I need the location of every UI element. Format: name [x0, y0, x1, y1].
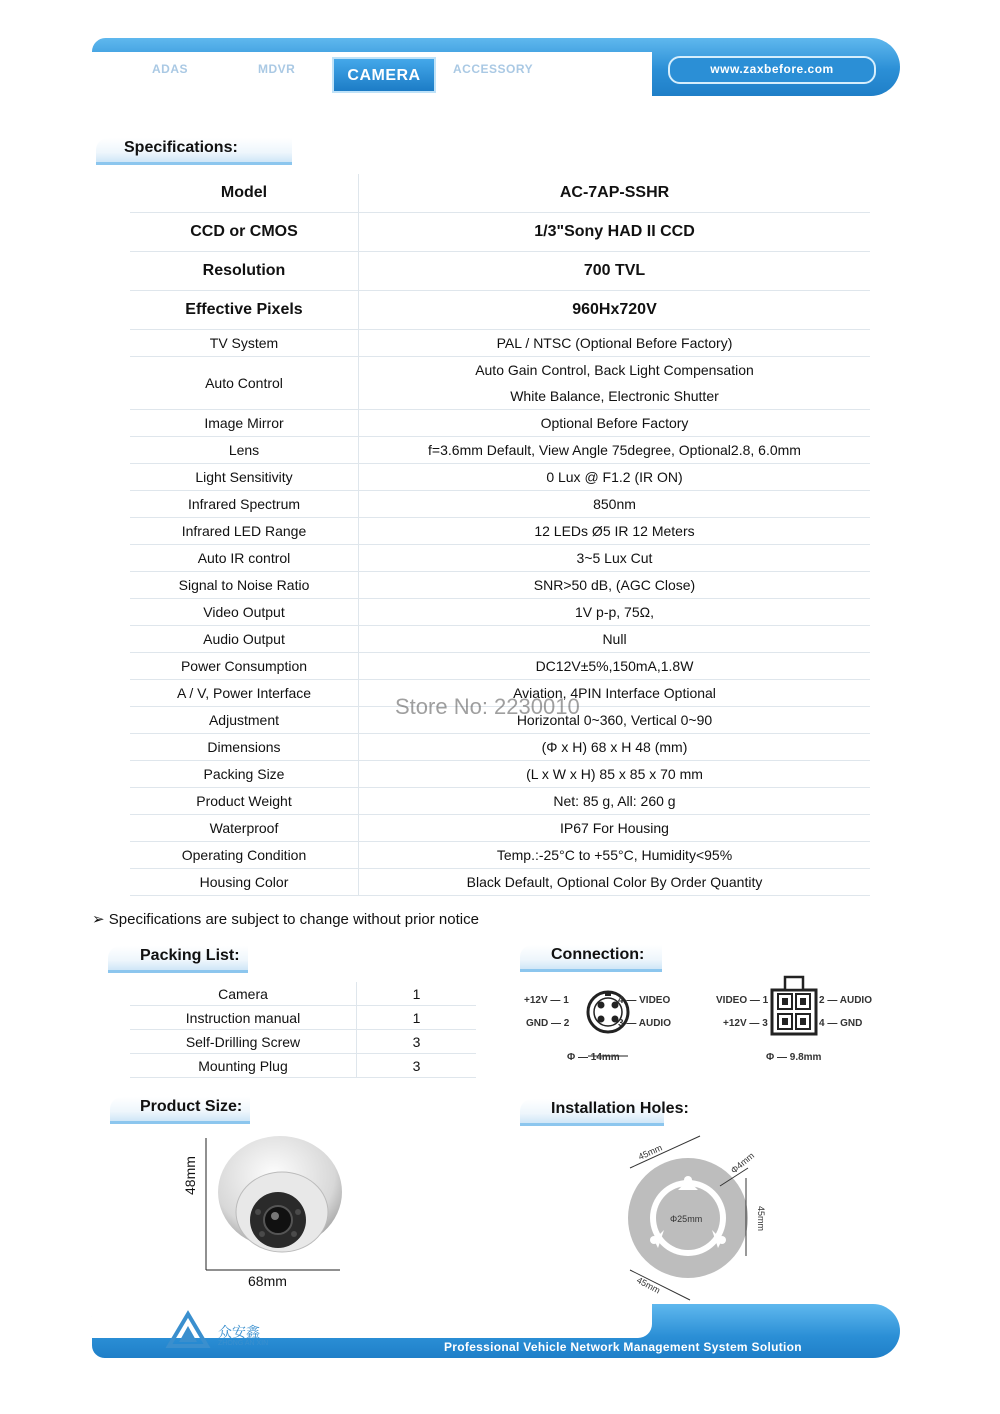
arrow-bullet-icon: ➢ [92, 911, 105, 928]
spec-value: Horizontal 0~360, Vertical 0~90 [516, 712, 713, 728]
spec-note [92, 910, 479, 928]
spec-label: Packing Size [130, 761, 359, 788]
spec-label: Dimensions [130, 734, 359, 761]
spec-value: 1/3"Sony HAD II CCD [534, 223, 695, 240]
spec-label: Video Output [130, 599, 359, 626]
spec-value: 700 TVL [583, 262, 646, 279]
spec-value-cell [359, 291, 871, 330]
spec-row [130, 761, 870, 788]
spec-value-cell [359, 330, 871, 357]
packing-item: Camera [130, 982, 357, 1006]
height-dimension-label: 48mm [182, 1156, 198, 1195]
spec-value: AC-7AP-SSHR [559, 184, 670, 201]
square-pin3-label: +12V — 3 [723, 1018, 768, 1029]
square-diameter-label: Φ — 9.8mm [766, 1052, 822, 1063]
spec-value: 850nm [593, 496, 636, 512]
packing-qty: 1 [357, 1006, 477, 1030]
spec-row [130, 464, 870, 491]
spec-note-text: Specifications are subject to change without prior notice [108, 911, 479, 928]
spec-row [130, 599, 870, 626]
spec-label: Product Weight [130, 788, 359, 815]
round-diameter-label: Φ — 14mm [567, 1052, 620, 1063]
hole-bottom-dimension: 45mm [635, 1274, 662, 1296]
spec-label: Infrared LED Range [130, 518, 359, 545]
hole-top-dimension: 45mm [636, 1142, 664, 1162]
square-pin1-label: VIDEO — 1 [716, 995, 769, 1006]
section-title-connection: Connection: [551, 946, 645, 963]
spec-value: Null [602, 631, 627, 647]
spec-label: Operating Condition [130, 842, 359, 869]
round-pin1-label: +12V — 1 [524, 995, 569, 1006]
spec-value: Optional Before Factory [540, 415, 689, 431]
spec-row [130, 174, 870, 213]
spec-value-cell [359, 626, 871, 653]
spec-value-cell [359, 252, 871, 291]
camera-dimension-drawing [200, 1130, 360, 1280]
company-logo-icon [165, 1310, 211, 1350]
spec-value-cell [359, 788, 871, 815]
round-pin3-label: 3 — AUDIO [618, 1018, 671, 1029]
section-title-product-size: Product Size: [140, 1098, 243, 1115]
website-link[interactable]: www.zaxbefore.com [668, 56, 876, 84]
spec-value-cell [359, 869, 871, 896]
spec-value: DC12V±5%,150mA,1.8W [535, 658, 694, 674]
spec-value: f=3.6mm Default, View Angle 75degree, Optional2.8, 6.0mm [428, 442, 801, 458]
spec-value-cell [359, 464, 871, 491]
square-pin4-label: 4 — GND [819, 1018, 863, 1029]
spec-label: Lens [130, 437, 359, 464]
company-name: 众安鑫 [218, 1324, 260, 1340]
packing-row [130, 982, 476, 1006]
spec-label: Power Consumption [130, 653, 359, 680]
packing-item: Mounting Plug [130, 1054, 357, 1078]
spec-row [130, 437, 870, 464]
spec-value: Net: 85 g, All: 260 g [553, 793, 676, 809]
spec-label: Light Sensitivity [130, 464, 359, 491]
spec-label: Effective Pixels [130, 291, 359, 330]
spec-value-cell [359, 437, 871, 464]
spec-value: (Φ x H) 68 x H 48 (mm) [541, 739, 688, 755]
packing-qty: 3 [357, 1030, 477, 1054]
packing-item: Self-Drilling Screw [130, 1030, 357, 1054]
spec-value: 3~5 Lux Cut [576, 550, 653, 566]
nav-camera[interactable]: CAMERA [332, 57, 436, 93]
spec-label: Auto Control [130, 357, 359, 410]
spec-value: 0 Lux @ F1.2 (IR ON) [546, 469, 683, 485]
spec-label: Image Mirror [130, 410, 359, 437]
spec-label: Infrared Spectrum [130, 491, 359, 518]
section-title-installation-holes: Installation Holes: [551, 1100, 689, 1117]
spec-row [130, 491, 870, 518]
spec-value: 12 LEDs Ø5 IR 12 Meters [534, 523, 695, 539]
spec-label: Audio Output [130, 626, 359, 653]
spec-row [130, 734, 870, 761]
spec-row [130, 518, 870, 545]
spec-value: 960Hx720V [572, 301, 657, 318]
spec-value: PAL / NTSC (Optional Before Factory) [496, 335, 733, 351]
spec-value: Temp.:-25°C to +55°C, Humidity<95% [496, 847, 733, 863]
packing-qty: 3 [357, 1054, 477, 1078]
packing-item: Instruction manual [130, 1006, 357, 1030]
spec-value: 1V p-p, 75Ω, [575, 604, 654, 620]
spec-label: Signal to Noise Ratio [130, 572, 359, 599]
spec-label: CCD or CMOS [130, 213, 359, 252]
store-watermark: Store No: 2230010 [395, 694, 580, 719]
spec-value-cell [359, 734, 871, 761]
spec-row [130, 572, 870, 599]
spec-row [130, 410, 870, 437]
spec-row [130, 788, 870, 815]
packing-row [130, 1030, 476, 1054]
spec-value-cell [359, 653, 871, 680]
round-pin4-label: 4 — VIDEO [618, 995, 671, 1006]
packing-row [130, 1006, 476, 1030]
spec-table [130, 174, 870, 896]
spec-value-cell [359, 410, 871, 437]
packing-row [130, 1054, 476, 1078]
spec-row [130, 291, 870, 330]
nav-mdvr[interactable]: MDVR [258, 62, 296, 76]
spec-row [130, 653, 870, 680]
spec-value-line2: White Balance, Electronic Shutter [510, 388, 719, 404]
hole-diameter-label: Φ4mm [728, 1150, 757, 1176]
spec-label: Auto IR control [130, 545, 359, 572]
spec-label: Resolution [130, 252, 359, 291]
spec-label: A / V, Power Interface [130, 680, 359, 707]
width-dimension-label: 68mm [248, 1273, 287, 1289]
spec-label: Housing Color [130, 869, 359, 896]
connection-diagram [512, 975, 882, 1070]
spec-value-cell [359, 213, 871, 252]
packing-qty: 1 [357, 982, 477, 1006]
spec-row [130, 869, 870, 896]
packing-table [130, 982, 476, 1078]
spec-value-cell [359, 545, 871, 572]
spec-value: SNR>50 dB, (AGC Close) [533, 577, 696, 593]
section-title-packing-list: Packing List: [140, 947, 240, 964]
square-connector-icon [772, 977, 816, 1034]
dome-camera-image [218, 1136, 342, 1252]
spec-row [130, 626, 870, 653]
spec-value-cell [359, 357, 871, 410]
spec-label: Waterproof [130, 815, 359, 842]
footer-slogan: Professional Vehicle Network Management System Solution [444, 1340, 802, 1354]
spec-value-cell [359, 599, 871, 626]
spec-value: Auto Gain Control, Back Light Compensation [475, 362, 754, 378]
spec-value-cell [359, 842, 871, 869]
spec-label: Adjustment [130, 707, 359, 734]
hole-right-dimension: 45mm [756, 1206, 766, 1232]
nav-accessory[interactable]: ACCESSORY [453, 62, 534, 76]
spec-value-cell [359, 491, 871, 518]
spec-value: (L x W x H) 85 x 85 x 70 mm [526, 766, 703, 782]
spec-row [130, 252, 870, 291]
spec-value: Aviation, 4PIN Interface Optional [513, 685, 716, 701]
spec-value-cell [359, 572, 871, 599]
round-pin2-label: GND — 2 [526, 1018, 570, 1029]
section-title-specifications: Specifications: [124, 139, 238, 156]
company-name-pinyin: ZHONG AN XIN [218, 1340, 269, 1347]
spec-row [130, 357, 870, 410]
spec-label: TV System [130, 330, 359, 357]
center-diameter-label: Φ25mm [670, 1214, 703, 1224]
spec-value: Black Default, Optional Color By Order Quantity [466, 874, 763, 890]
spec-value-cell [359, 815, 871, 842]
spec-label: Model [130, 174, 359, 213]
spec-value-cell [359, 761, 871, 788]
spec-value-cell [359, 518, 871, 545]
square-pin2-label: 2 — AUDIO [819, 995, 872, 1006]
spec-value-cell [359, 174, 871, 213]
spec-row [130, 545, 870, 572]
spec-row [130, 842, 870, 869]
spec-value: IP67 For Housing [560, 820, 669, 836]
spec-row [130, 815, 870, 842]
installation-holes-diagram [600, 1130, 780, 1305]
nav-adas[interactable]: ADAS [152, 62, 189, 76]
spec-row [130, 330, 870, 357]
spec-row [130, 213, 870, 252]
